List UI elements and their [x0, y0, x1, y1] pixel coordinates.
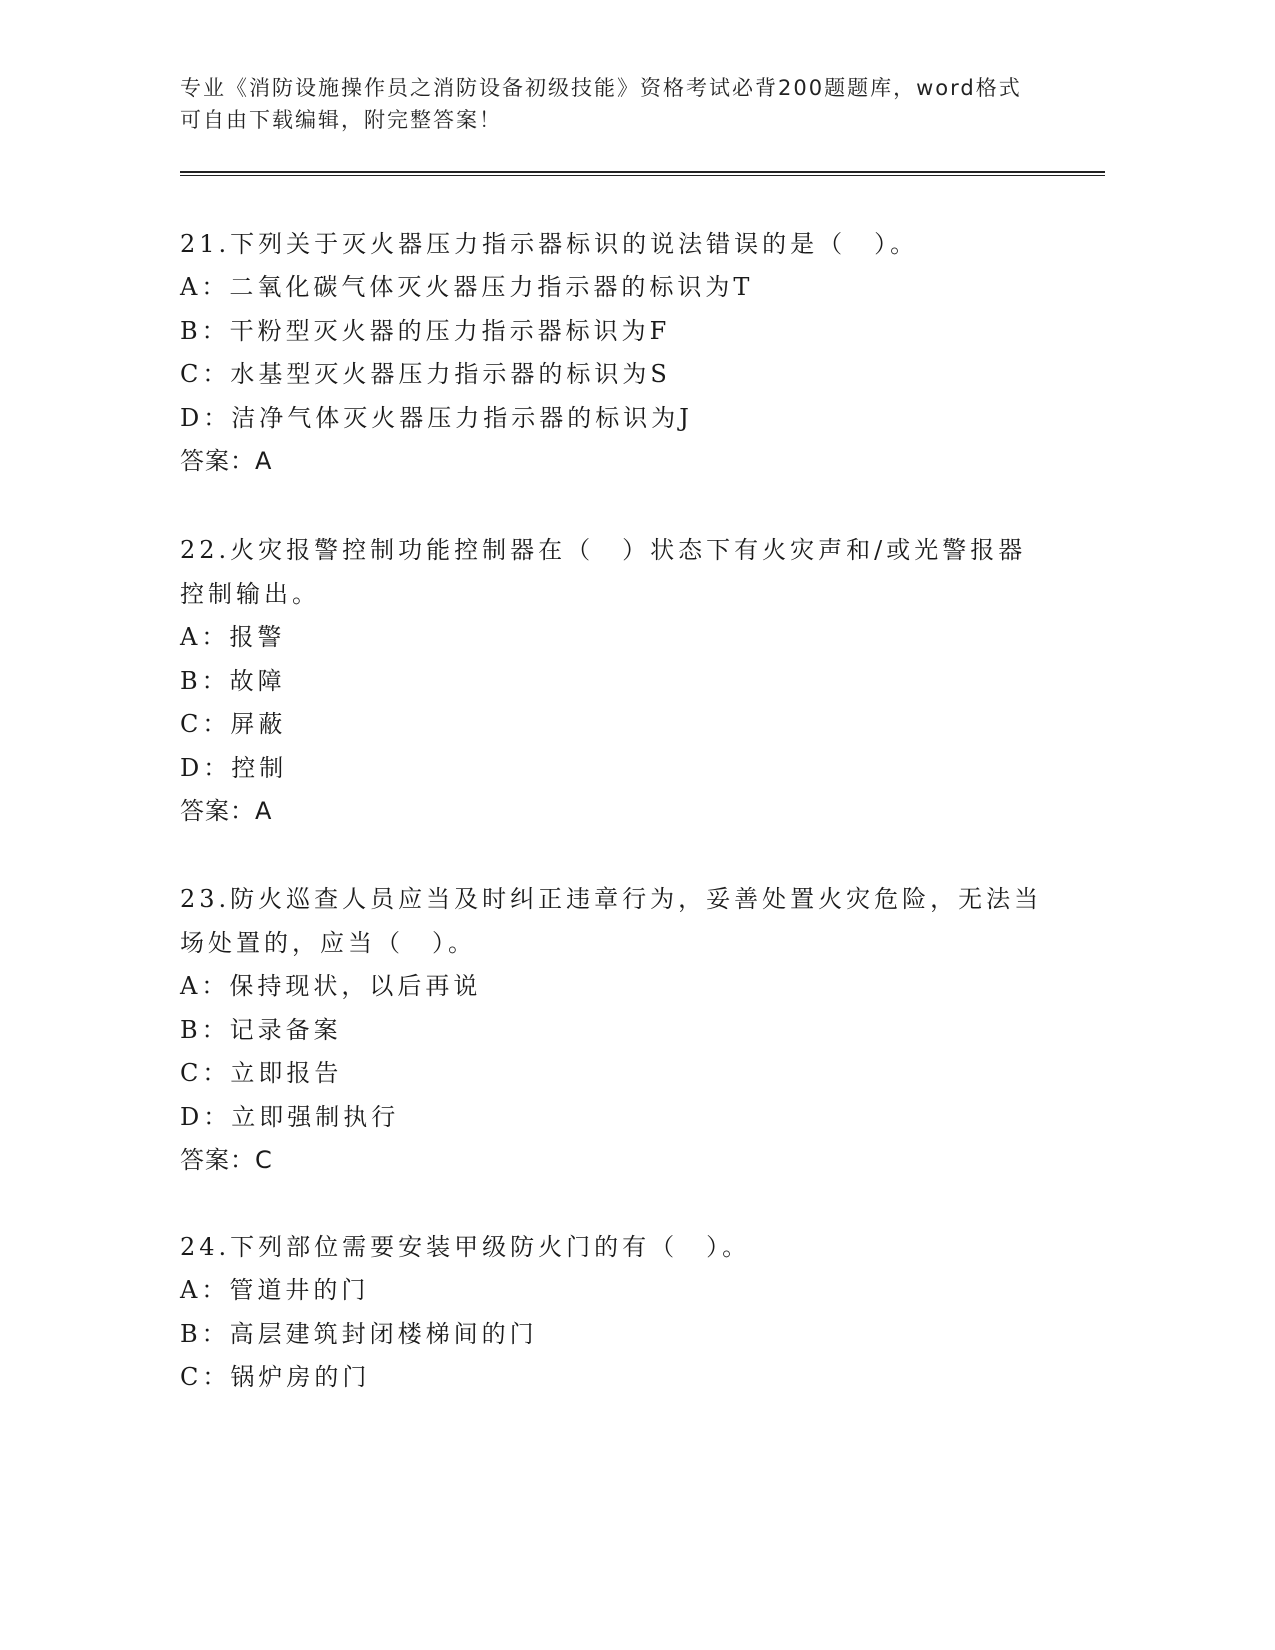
option-c: C：锅炉房的门	[180, 1363, 371, 1391]
header-divider-thin	[180, 175, 1105, 176]
option-c: C：水基型灭火器压力指示器的标识为S	[180, 360, 671, 388]
question-22	[180, 528, 1050, 834]
document-header: 专业《消防设施操作员之消防设备初级技能》资格考试必背200题题库，word格式可自由下载编辑，附完整答案！	[180, 76, 1022, 132]
option-d: D：洁净气体灭火器压力指示器的标识为J	[180, 403, 693, 432]
answer: 答案：C	[180, 1146, 273, 1174]
option-b: B：记录备案	[180, 1015, 342, 1044]
question-stem: 22.火灾报警控制功能控制器在（ ）状态下有火灾声和/或光警报器控制输出。	[180, 536, 1027, 608]
option-d: D：控制	[180, 753, 288, 782]
option-b: B：高层建筑封闭楼梯间的门	[180, 1319, 538, 1348]
option-b: B：故障	[180, 666, 286, 695]
option-a: A：报警	[180, 623, 286, 651]
option-a: A：管道井的门	[180, 1276, 370, 1304]
answer: 答案：A	[180, 797, 273, 825]
question-stem: 24.下列部位需要安装甲级防火门的有（ ）。	[180, 1233, 751, 1261]
option-c: C：屏蔽	[180, 710, 287, 738]
question-23	[180, 877, 1050, 1183]
question-stem: 23.防火巡查人员应当及时纠正违章行为，妥善处置火灾危险，无法当场处置的，应当（ ）。	[180, 885, 1043, 957]
answer: 答案：A	[180, 447, 273, 475]
question-24	[180, 1225, 1050, 1400]
option-a: A：保持现状，以后再说	[180, 972, 482, 1000]
option-d: D：立即强制执行	[180, 1102, 400, 1131]
option-c: C：立即报告	[180, 1059, 343, 1087]
option-b: B：干粉型灭火器的压力指示器标识为F	[180, 316, 671, 345]
question-stem: 21.下列关于灭火器压力指示器标识的说法错误的是（ ）。	[180, 230, 919, 258]
header-divider	[180, 171, 1105, 173]
option-a: A：二氧化碳气体灭火器压力指示器的标识为T	[180, 273, 754, 301]
question-21	[180, 222, 1050, 484]
